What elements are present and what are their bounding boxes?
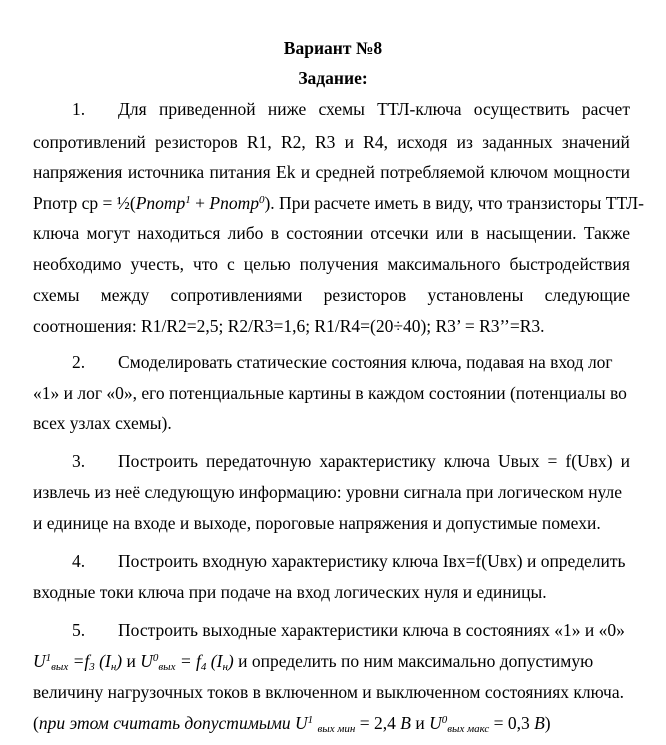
item-number: 2. bbox=[72, 352, 86, 372]
item-number: 4. bbox=[72, 551, 86, 571]
item-3-line-2: извлечь из неё следующую информацию: уровни сигнала при логическом нуле bbox=[33, 482, 623, 502]
item-number: 1. bbox=[72, 99, 86, 119]
variant-title: Вариант №8 bbox=[283, 38, 383, 58]
item-1-line-6: необходимо учесть, что с целью получения максимального быстродействия bbox=[33, 254, 630, 274]
item-3-line-3: и единице на входе и выходе, пороговые напряжения и допустимые помехи. bbox=[33, 513, 601, 533]
item-1-line-8: соотношения: R1/R2=2,5; R2/R3=1,6; R1/R4=(20÷40); R3’ = R3’’=R3. bbox=[33, 316, 545, 336]
item-1-line-1: Для приведенной ниже схемы ТТЛ-ключа осуществить расчет bbox=[118, 99, 630, 119]
item-2-line-2: «1» и лог «0», его потенциальные картины в каждом состоянии (потенциалы во bbox=[33, 383, 627, 403]
item-3-line-1: Построить передаточную характеристику ключа Uвых = f(Uвх) и bbox=[118, 451, 630, 471]
item-1-line-5: ключа могут находиться либо в состоянии отсечки или в насыщении. Также bbox=[33, 223, 630, 243]
item-4-line-1: Построить входную характеристику ключа Iвх=f(Uвх) и определить bbox=[118, 551, 626, 571]
item-5-line-1: Построить выходные характеристики ключа в состояниях «1» и «0» bbox=[118, 620, 625, 640]
item-2-line-3: всех узлах схемы). bbox=[33, 413, 172, 433]
item-number: 3. bbox=[72, 451, 86, 471]
item-1-line-4: Pпотр ср = ½(Pпотр$^1$ + Pпотр$^0$). При расчете иметь в виду, что транзисторы ТТЛ- bbox=[33, 193, 644, 213]
item-1-line-3: напряжения источника питания Ek и средней потребляемой ключом мощности bbox=[33, 162, 630, 182]
item-number: 5. bbox=[72, 620, 86, 640]
item-5-line-2: $U^1_{вых} =f_3$ $(I_н)$ и $U^0_{вых} = f_4$ $(I_н)$ и определить по ним максимально допустимую bbox=[33, 651, 594, 673]
item-4-line-2: входные токи ключа при подаче на вход логических нуля и единицы. bbox=[33, 582, 547, 602]
task-title: Задание: bbox=[298, 68, 368, 88]
item-1-line-7: схемы между сопротивлениями резисторов установлены следующие bbox=[33, 285, 630, 305]
item-5-line-3: величину нагрузочных токов в включенном и выключенном состояниях ключа. bbox=[33, 682, 624, 702]
item-5-line-4: (при этом считать допустимыми $U^1$ $_{вых мин}$ = 2,4 В и $U^0_{вых макс} = 0,3$ В) bbox=[33, 713, 551, 735]
item-1-line-2: сопротивлений резисторов R1, R2, R3 и R4, исходя из заданных значений bbox=[33, 132, 630, 152]
item-2-line-1: Смоделировать статические состояния ключа, подавая на вход лог bbox=[118, 352, 613, 372]
